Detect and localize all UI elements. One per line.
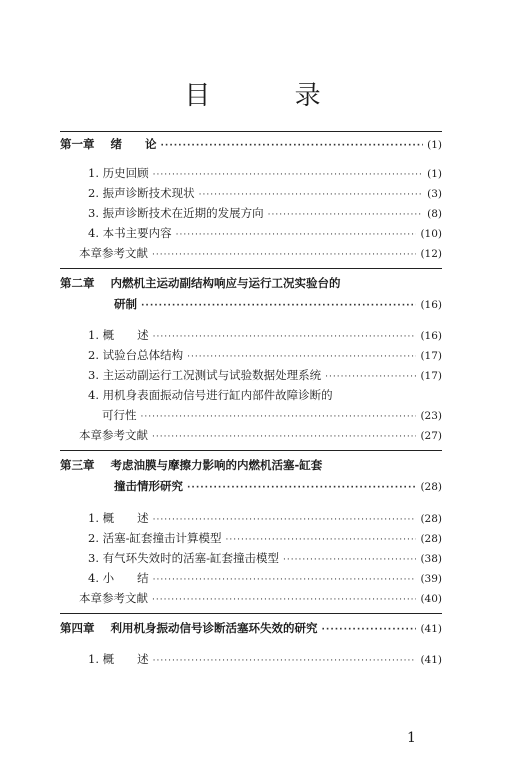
chapter-divider [60, 268, 442, 269]
chapter-title: 考虑油膜与摩擦力影响的内燃机活塞-缸套 [110, 458, 323, 472]
dot-leader [152, 430, 416, 444]
section-title: 2. 试验台总体结构 [88, 348, 184, 362]
dot-leader [141, 410, 417, 424]
page-number: (1) [427, 139, 442, 151]
dot-leader [141, 299, 416, 313]
dot-leader [153, 513, 417, 527]
page-number: (41) [420, 623, 442, 635]
toc-entry-section[interactable] [88, 206, 442, 222]
page-number: (38) [420, 553, 442, 565]
chapter-divider [60, 613, 442, 614]
page-number: (17) [420, 370, 442, 382]
section-title: 1. 概 述 [88, 328, 149, 342]
section-title: 1. 概 述 [88, 652, 149, 666]
toc-entry-section[interactable] [88, 551, 442, 567]
section-title: 4. 小 结 [88, 571, 149, 585]
dot-leader [152, 248, 416, 262]
section-title: 3. 振声诊断技术在近期的发展方向 [88, 206, 264, 220]
page-number: (28) [420, 513, 442, 525]
toc-entry-chapter-4[interactable] [60, 621, 442, 637]
page-number: (17) [420, 350, 442, 362]
dot-leader [187, 350, 416, 364]
toc-entry-chapter-3-cont[interactable] [114, 479, 442, 495]
section-title: 4. 用机身表面振动信号进行缸内部件故障诊断的 [88, 388, 333, 402]
section-title: 1. 历史回顾 [88, 166, 149, 180]
dot-leader [153, 573, 417, 587]
toc-entry-chapter-1[interactable] [60, 137, 442, 153]
page-number: (16) [420, 330, 442, 342]
section-title: 本章参考文献 [79, 591, 148, 605]
page-number: (12) [420, 248, 442, 260]
dot-leader [226, 533, 417, 547]
toc-entry-section[interactable] [88, 186, 442, 202]
toc-entry-section[interactable] [88, 511, 442, 527]
page-number: (23) [420, 410, 442, 422]
page-number: (28) [420, 533, 442, 545]
section-title: 3. 主运动副运行工况测试与试验数据处理系统 [88, 368, 322, 382]
toc-entry-section[interactable] [88, 348, 442, 364]
section-title: 1. 概 述 [88, 511, 149, 525]
page-number: (10) [420, 228, 442, 240]
toc-entry-section-cont[interactable] [102, 408, 442, 424]
section-title: 本章参考文献 [79, 428, 148, 442]
section-title: 2. 振声诊断技术现状 [88, 186, 195, 200]
section-title: 2. 活塞-缸套撞击计算模型 [88, 531, 222, 545]
dot-leader [283, 553, 416, 567]
page-number: (8) [427, 208, 442, 220]
section-title: 本章参考文献 [79, 246, 148, 260]
dot-leader [153, 654, 417, 668]
page-number: (3) [427, 188, 442, 200]
dot-leader [153, 330, 417, 344]
toc-entry-section[interactable] [88, 531, 442, 547]
toc-entry-chapter-2-cont[interactable] [114, 297, 442, 313]
dot-leader [176, 228, 417, 242]
page-number: (28) [420, 481, 442, 493]
chapter-divider [60, 450, 442, 451]
dot-leader [187, 481, 416, 495]
page-number: (27) [420, 430, 442, 442]
page-title: 目 录 [184, 81, 359, 111]
page-number: (40) [420, 593, 442, 605]
toc-entry-section[interactable] [88, 368, 442, 384]
chapter-title-cont: 研制 [114, 297, 137, 311]
dot-leader [152, 593, 416, 607]
chapter-number: 第二章 [60, 276, 95, 290]
section-title-cont: 可行性 [102, 408, 137, 422]
toc-entry-chapter-3[interactable] [60, 458, 442, 472]
toc-entry-section[interactable] [88, 652, 442, 668]
page-number: (39) [420, 573, 442, 585]
toc-entry-section[interactable] [88, 226, 442, 242]
chapter-title-cont: 撞击情形研究 [114, 479, 183, 493]
toc-entry-section[interactable] [88, 388, 442, 402]
toc-entry-references[interactable] [79, 591, 442, 607]
dot-leader [199, 188, 423, 202]
chapter-title: 内燃机主运动副结构响应与运行工况实验台的 [110, 276, 341, 290]
page-number: (16) [420, 299, 442, 311]
chapter-title: 绪 论 [110, 137, 157, 151]
toc-entry-section[interactable] [88, 571, 442, 587]
section-title: 3. 有气环失效时的活塞-缸套撞击模型 [88, 551, 280, 565]
dot-leader [153, 168, 423, 182]
toc-entry-section[interactable] [88, 166, 442, 182]
section-title: 4. 本书主要内容 [88, 226, 172, 240]
page-number: (41) [420, 654, 442, 666]
page-number: (1) [427, 168, 442, 180]
toc-entry-section[interactable] [88, 328, 442, 344]
chapter-number: 第四章 [60, 621, 95, 635]
chapter-divider [60, 131, 442, 132]
dot-leader [268, 208, 423, 222]
chapter-number: 第一章 [60, 137, 95, 151]
toc-entry-references[interactable] [79, 246, 442, 262]
chapter-number: 第三章 [60, 458, 95, 472]
page-folio: 1 [407, 730, 416, 746]
toc-entry-references[interactable] [79, 428, 442, 444]
dot-leader [322, 623, 417, 637]
dot-leader [325, 370, 416, 384]
chapter-title: 利用机身振动信号诊断活塞环失效的研究 [110, 621, 318, 635]
dot-leader [161, 139, 424, 153]
toc-entry-chapter-2[interactable] [60, 276, 442, 290]
